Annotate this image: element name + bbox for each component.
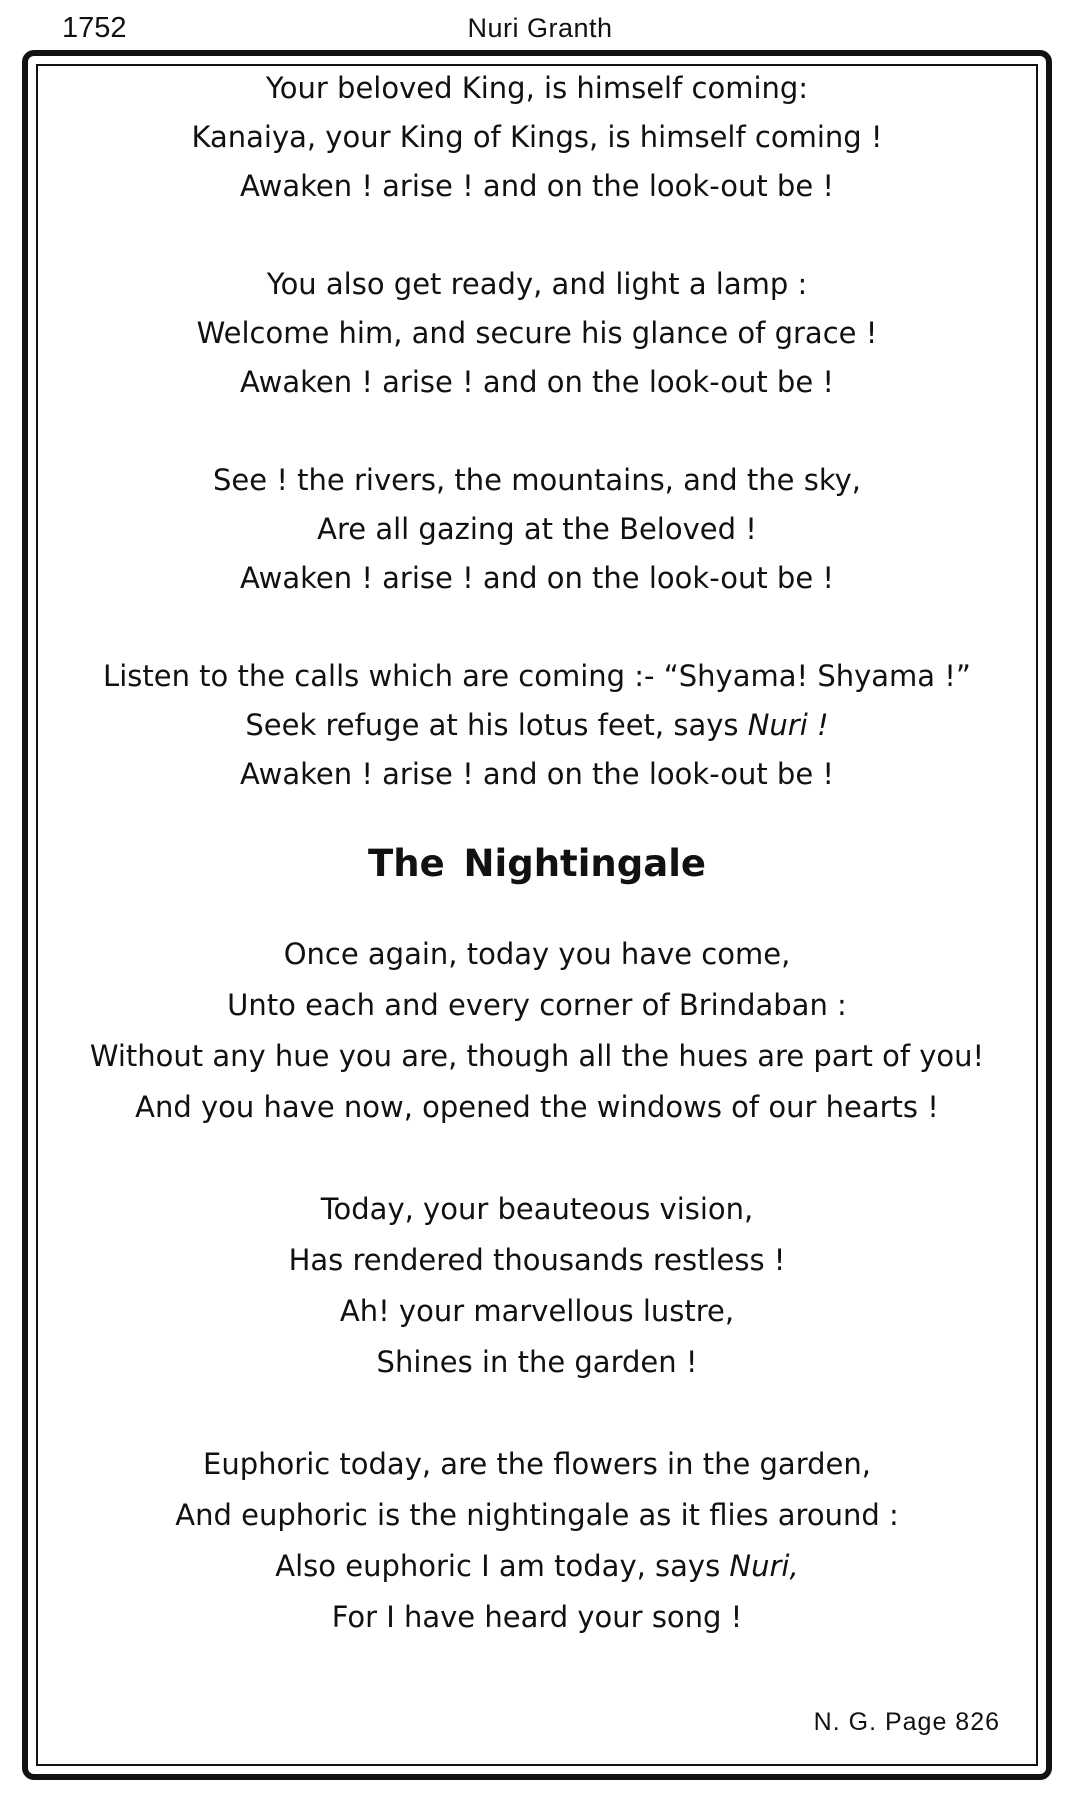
verse-line: Ah! your marvellous lustre, (339, 1294, 735, 1328)
verse-line: For I have heard your song ! (331, 1600, 743, 1634)
verse-line: And you have now, opened the windows of our hearts ! (135, 1090, 939, 1124)
poem-title: The Nightingale (368, 842, 706, 885)
stanza (40, 260, 1034, 407)
verse-line: Kanaiya, your King of Kings, is himself coming ! (191, 120, 883, 154)
verse-line: Your beloved King, is himself coming: (265, 71, 809, 105)
verse-line: Once again, today you have come, (283, 937, 791, 971)
verse-line: Shines in the garden ! (376, 1345, 698, 1379)
stanza (40, 1184, 1034, 1388)
page-number: 1752 (62, 12, 127, 44)
stanza (40, 652, 1034, 799)
poet-name: Nuri ! (747, 708, 829, 742)
verse-line: Awaken ! arise ! and on the look-out be ! (239, 561, 835, 595)
stanza (40, 929, 1034, 1133)
verse-line: Welcome him, and secure his glance of grace ! (196, 316, 878, 350)
stanza (40, 456, 1034, 603)
verse-line: Today, your beauteous vision, (320, 1192, 754, 1226)
poem-awaken (40, 64, 1034, 799)
verse-line: See ! the rivers, the mountains, and the sky, (213, 463, 861, 497)
verse-line: Without any hue you are, though all the hues are part of you! (89, 1039, 985, 1073)
verse-text: Also euphoric I am today, says (275, 1549, 730, 1583)
verse-line-signed (40, 701, 1034, 750)
poet-name: Nuri, (729, 1549, 799, 1583)
book-title: Nuri Granth (467, 13, 613, 43)
stanza (40, 1439, 1034, 1643)
verse-line: Has rendered thousands restless ! (288, 1243, 786, 1277)
verse-line: Euphoric today, are the flowers in the garden, (203, 1447, 871, 1481)
verse-line: Unto each and every corner of Brindaban : (227, 988, 847, 1022)
verse-line: Awaken ! arise ! and on the look-out be ! (239, 169, 835, 203)
verse-line: And euphoric is the nightingale as it flies around : (175, 1498, 899, 1532)
verse-text: Seek refuge at his lotus feet, says (245, 708, 748, 742)
verse-line-signed (40, 1541, 1034, 1592)
page-reference: N. G. Page 826 (813, 1708, 1000, 1736)
verse-line: Awaken ! arise ! and on the look-out be ! (239, 757, 835, 791)
stanza (40, 64, 1034, 211)
verse-line: You also get ready, and light a lamp : (266, 267, 808, 301)
page-content (40, 64, 1034, 1643)
poem-nightingale (40, 929, 1034, 1643)
verse-line: Listen to the calls which are coming :- “Shyama! Shyama !” (103, 659, 971, 693)
verse-line: Awaken ! arise ! and on the look-out be ! (239, 365, 835, 399)
verse-line: Are all gazing at the Beloved ! (317, 512, 757, 546)
